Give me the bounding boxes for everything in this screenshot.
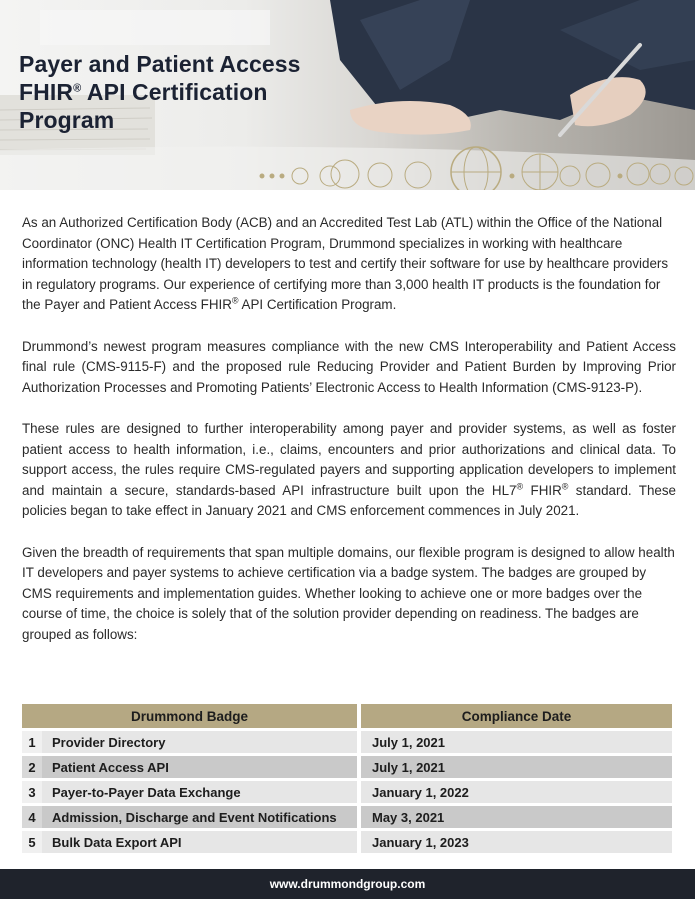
page-title bbox=[19, 50, 301, 134]
paragraph-program: Drummond’s newest program measures compliance with the new CMS Interoperability and Patient Access final rule (CMS-9115-F) and the proposed rule Reducing Provider and Patient Burden by Improving Prior Authorization Processes and Promoting Patients’ Electronic Access to Health Information (CMS-9123-P). bbox=[22, 338, 676, 395]
badge-name: Provider Directory bbox=[42, 731, 357, 753]
table-row bbox=[22, 831, 672, 853]
paragraph-intro-text: As an Authorized Certification Body (ACB) and an Accredited Test Lab (ATL) within the Office of the National Coordinator (ONC) Health IT Certification Program, Drummond specializes in working with healthcare information technology (health IT) developers to test and certify their software for use by healthcare providers in regulatory programs. Our experience of certifying more than 3,000 health IT products is the foundation for the Payer and Patient Access FHIR bbox=[22, 215, 669, 313]
compliance-date: May 3, 2021 bbox=[361, 806, 672, 828]
paragraph-badges: Given the breadth of requirements that span multiple domains, our flexible program is designed to allow health IT developers and payer systems to achieve certification via a badge system. The badges are grouped by CMS requirements and implementation guides. Whether looking to achieve one or more badges over the course of time, the choice is solely that of the solution provider depending on readiness. The badges are grouped as follows: bbox=[22, 544, 675, 642]
badge-name: Patient Access API bbox=[42, 756, 357, 778]
footer-website-link[interactable]: www.drummondgroup.com bbox=[269, 877, 426, 891]
compliance-date: January 1, 2023 bbox=[361, 831, 672, 853]
paragraph-rules-fhir: FHIR bbox=[523, 482, 562, 498]
table-row bbox=[22, 806, 672, 828]
title-line-2-rest: API Certification bbox=[81, 79, 268, 105]
row-number: 5 bbox=[22, 831, 42, 853]
paragraph-intro bbox=[22, 213, 676, 316]
compliance-date: January 1, 2022 bbox=[361, 781, 672, 803]
table-row bbox=[22, 781, 672, 803]
table-row bbox=[22, 756, 672, 778]
paragraph-rules-text: These rules are designed to further interoperability among payer and provider systems, as well as foster patient access to health information, i.e., claims, encounters and prior authorizations and clinical data. To support access, the rules require CMS-regulated payers and supporting application developers to implement and maintain a secure, standards-based API infrastructure built upon the HL7 bbox=[22, 420, 676, 498]
footer-bar bbox=[0, 869, 695, 899]
title-registered-mark: ® bbox=[73, 82, 82, 95]
compliance-date: July 1, 2021 bbox=[361, 756, 672, 778]
table-header-row bbox=[22, 704, 672, 728]
row-number: 3 bbox=[22, 781, 42, 803]
registered-mark: ® bbox=[516, 481, 524, 492]
column-header-date: Compliance Date bbox=[361, 704, 672, 728]
title-line-3: Program bbox=[19, 107, 115, 133]
paragraph-rules bbox=[22, 419, 676, 522]
title-line-1: Payer and Patient Access bbox=[19, 51, 301, 77]
registered-mark: ® bbox=[561, 481, 569, 492]
table-row bbox=[22, 731, 672, 753]
compliance-date: July 1, 2021 bbox=[361, 731, 672, 753]
paragraph-rules-end: standard. These policies began to take effect in January 2021 and CMS enforcement commences in July 2021. bbox=[22, 482, 676, 519]
row-number: 1 bbox=[22, 731, 42, 753]
badge-name: Payer-to-Payer Data Exchange bbox=[42, 781, 357, 803]
title-line-2-fhir: FHIR bbox=[19, 79, 74, 105]
header-banner bbox=[0, 0, 695, 190]
businessman-image bbox=[330, 0, 695, 135]
badge-name: Admission, Discharge and Event Notifications bbox=[42, 806, 357, 828]
row-number: 4 bbox=[22, 806, 42, 828]
badge-table bbox=[22, 701, 672, 856]
column-header-badge: Drummond Badge bbox=[22, 704, 357, 728]
row-number: 2 bbox=[22, 756, 42, 778]
registered-mark: ® bbox=[231, 295, 239, 306]
body-text bbox=[22, 213, 676, 666]
badge-name: Bulk Data Export API bbox=[42, 831, 357, 853]
paragraph-intro-end: API Certification Program. bbox=[238, 297, 397, 313]
